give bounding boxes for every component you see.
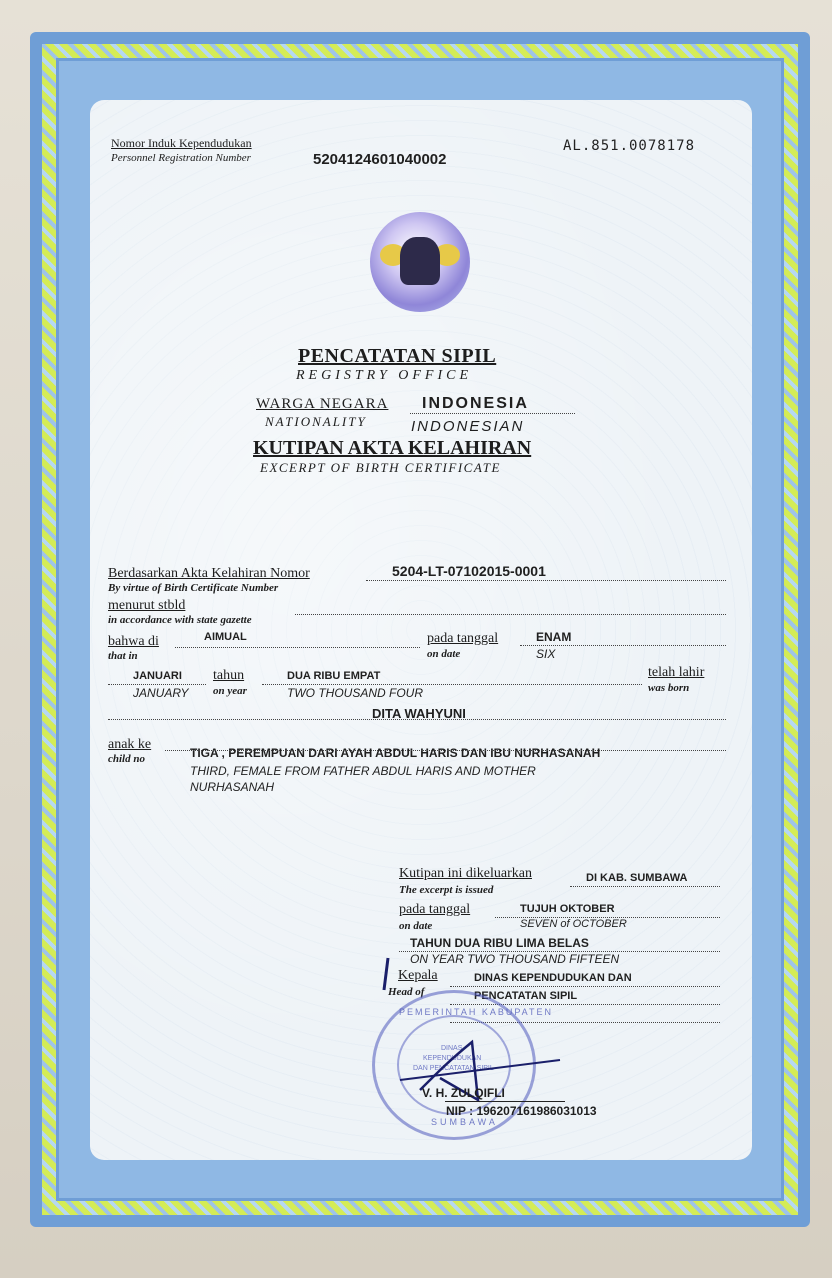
place-label-en: that in xyxy=(108,650,138,662)
issued-date-label: pada tanggal xyxy=(399,902,471,917)
child-order-value-en-1: THIRD, FEMALE FROM FATHER ABDUL HARIS AND MOTHER xyxy=(190,764,536,778)
child-order-value: TIGA , PEREMPUAN DARI AYAH ABDUL HARIS DAN IBU NURHASANAH xyxy=(190,746,601,760)
place-label: bahwa di xyxy=(108,634,159,649)
issued-date-value-en: SEVEN of OCTOBER xyxy=(520,918,627,930)
document-title: KUTIPAN AKTA KELAHIRAN xyxy=(253,437,532,459)
deed-number: 5204-LT-07102015-0001 xyxy=(392,563,546,579)
stamp-center-2: KEPENDUDUKAN xyxy=(423,1055,482,1062)
born-label-en: was born xyxy=(648,682,690,694)
issued-year-value: TAHUN DUA RIBU LIMA BELAS xyxy=(410,936,589,950)
head-label-en: Head of xyxy=(388,986,425,998)
day-value-en: SIX xyxy=(536,647,556,661)
official-nip: NIP : 196207161986031013 xyxy=(446,1104,597,1118)
official-name: V. H. ZULQIFLI xyxy=(422,1086,505,1100)
office-title-en: REGISTRY OFFICE xyxy=(296,368,473,383)
nik-label: Nomor Induk Kependudukan xyxy=(111,136,252,150)
year-value: DUA RIBU EMPAT xyxy=(287,670,381,682)
document-title-en: EXCERPT OF BIRTH CERTIFICATE xyxy=(260,460,501,475)
place-value: AIMUAL xyxy=(204,631,247,643)
nik-label-en: Personnel Registration Number xyxy=(111,152,251,164)
nationality-label: WARGA NEGARA xyxy=(256,396,389,412)
head-label: Kepala xyxy=(398,968,438,983)
stamp-ring-top: PEMERINTAH KABUPATEN xyxy=(399,1007,554,1017)
office-title: PENCATATAN SIPIL xyxy=(298,345,497,367)
born-label: telah lahir xyxy=(648,665,705,680)
stbld-label: menurut stbld xyxy=(108,598,186,613)
deed-label-en: By virtue of Birth Certificate Number xyxy=(108,582,279,594)
birth-date-label-en: on date xyxy=(427,648,461,660)
garuda-hologram-icon xyxy=(370,212,470,312)
stamp-center-3: DAN PENCATATAN SIPIL xyxy=(413,1065,494,1072)
year-label-en: on year xyxy=(213,685,247,697)
issued-date-label-en: on date xyxy=(399,920,433,932)
nationality-value: INDONESIA xyxy=(422,395,529,412)
issued-label: Kutipan ini dikeluarkan xyxy=(399,866,532,881)
issued-place: DI KAB. SUMBAWA xyxy=(586,872,688,884)
child-order-label: anak ke xyxy=(108,737,152,752)
nik-value: 5204124601040002 xyxy=(313,151,447,168)
child-order-value-en-2: NURHASANAH xyxy=(190,780,275,794)
birth-date-label: pada tanggal xyxy=(427,631,499,646)
day-value: ENAM xyxy=(536,630,572,644)
child-order-label-en: child no xyxy=(108,753,145,765)
deed-label: Berdasarkan Akta Kelahiran Nomor xyxy=(108,566,310,581)
stamp-ring-bottom: SUMBAWA xyxy=(431,1117,498,1127)
serial-number: AL.851.0078178 xyxy=(563,138,696,154)
nationality-label-en: NATIONALITY xyxy=(265,414,367,429)
child-name: DITA WAHYUNI xyxy=(372,706,466,721)
stamp-center-1: DINAS xyxy=(441,1045,463,1052)
month-value-en: JANUARY xyxy=(133,686,189,700)
issued-year-value-en: ON YEAR TWO THOUSAND FIFTEEN xyxy=(410,952,620,966)
issued-label-en: The excerpt is issued xyxy=(399,884,494,896)
nationality-value-en: INDONESIAN xyxy=(411,418,525,435)
issued-date-value: TUJUH OKTOBER xyxy=(520,903,615,915)
office-line-2: PENCATATAN SIPIL xyxy=(474,990,578,1002)
stbld-label-en: in accordance with state gazette xyxy=(108,614,252,626)
year-value-en: TWO THOUSAND FOUR xyxy=(287,686,423,700)
office-line-1: DINAS KEPENDUDUKAN DAN xyxy=(474,972,632,984)
year-label: tahun xyxy=(213,668,245,683)
month-value: JANUARI xyxy=(133,670,182,682)
